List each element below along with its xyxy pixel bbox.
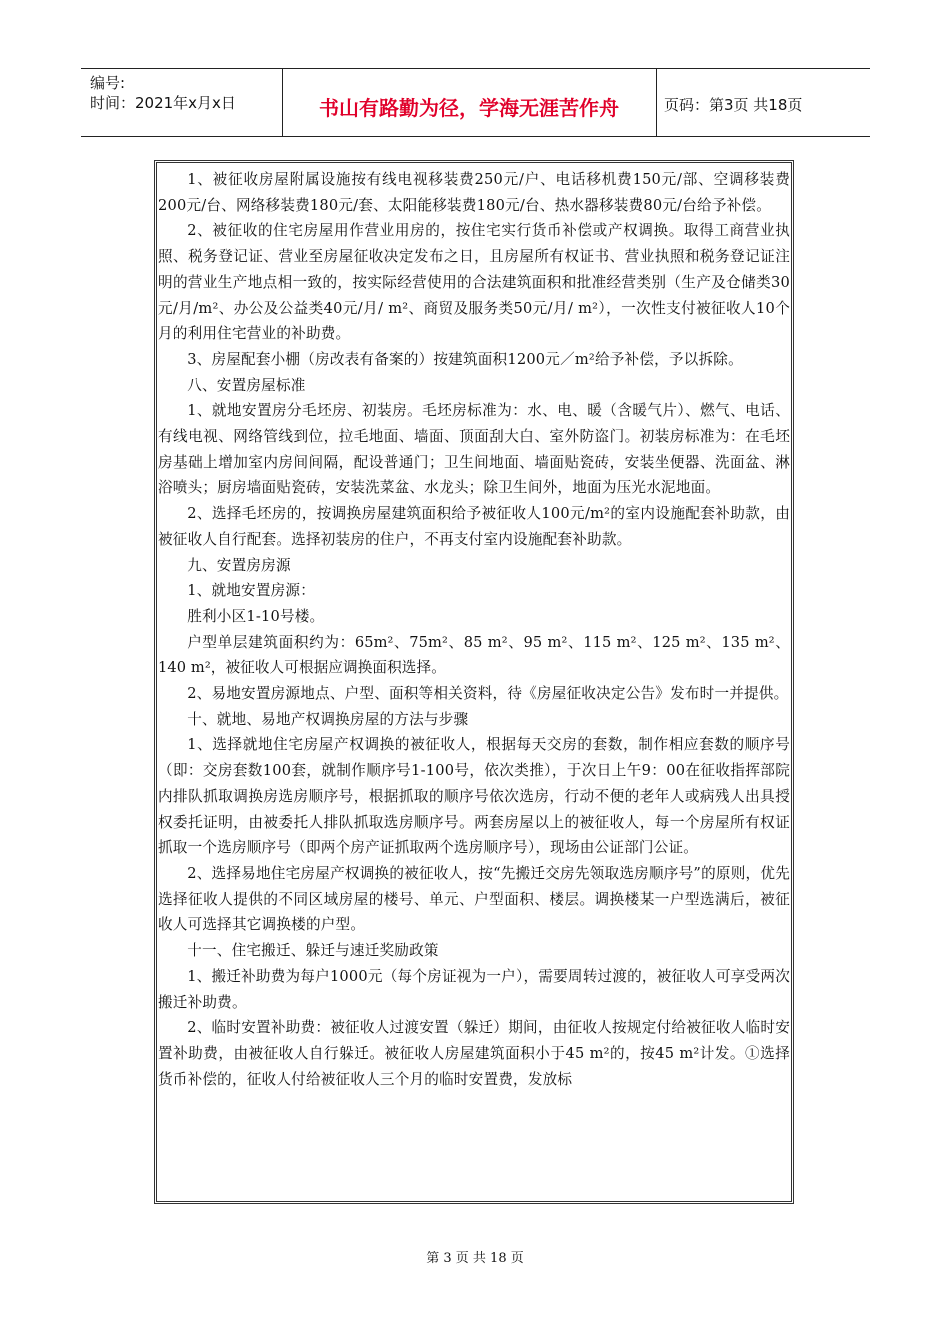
header-bottom-rule [81,136,870,137]
section-heading: 十一、住宅搬迁、躲迁与速迁奖励政策 [187,942,439,960]
section-heading: 八、安置房屋标准 [187,376,306,394]
section-heading: 十、就地、易地产权调换房屋的方法与步骤 [187,710,469,728]
paragraph: 2、选择毛坯房的，按调换房屋建筑面积给予被征收人100元/m²的室内设施配套补助款，由被征收人自行配套。选择初装房的住户，不再支付室内设施配套补助款。 [158,505,790,548]
paragraph: 户型单层建筑面积约为：65m²、75m²、85 m²、95 m²、115 m²、125 m²、135 m²、140 m²，被征收人可根据应调换面积选择。 [158,633,790,677]
header-top-rule [81,68,870,69]
paragraph: 1、就地安置房源： [187,582,316,600]
paragraph: 胜利小区1-10号楼。 [187,607,325,625]
paragraph: 1、选择就地住宅房屋产权调换的被征收人，根据每天交房的套数，制作相应套数的顺序号（即：交房套数100套，就制作顺序号1-100号，依次类推），于次日上午9：00在征收指挥部院内排队抓取调换房选房顺序号，根据抓取的顺序号依次选房，行动不便的老年人或病残人出具授权委托证明，由被委托人排队抓取选房顺序号。两套房屋以上的被征收人，每一个房屋所有权证抓取一个选房顺序号（即两个房产证抓取两个选房顺序号），现场由公证部门公证。 [158,736,790,857]
paragraph: 1、搬迁补助费为每户1000元（每个房证视为一户），需要周转过渡的，被征收人可享受两次搬迁补助费。 [158,967,790,1011]
paragraph: 1、就地安置房分毛坯房、初装房。毛坯房标准为：水、电、暖（含暖气片）、燃气、电话、有线电视、网络管线到位，拉毛地面、墙面、顶面刮大白、室外防盗门。初装房标准为：在毛坯房基础上增加室内房间间隔，配设普通门；卫生间地面、墙面贴瓷砖，安装坐便器、洗面盆、淋浴喷头；厨房墙面贴瓷砖，安装洗菜盆、水龙头；除卫生间外，地面为压光水泥地面。 [158,402,790,497]
section-heading: 九、安置房房源 [187,556,291,574]
document-body [156,162,792,1202]
document-date-label: 时间：2021年x月x日 [90,94,236,112]
motto-banner: 书山有路勤为径，学海无涯苦作舟 [319,96,619,120]
paragraph: 2、临时安置补助费：被征收人过渡安置（躲迁）期间，由征收人按规定付给被征收人临时安置补助费，由被征收人自行躲迁。被征收人房屋建筑面积小于45 m²的，按45 m²计发。①选择货币补偿的，征收人付给被征收人三个月的临时安置费，发放标 [158,1019,790,1088]
paragraph: 2、易地安置房源地点、户型、面积等相关资料，待《房屋征收决定公告》发布时一并提供。 [187,685,789,703]
document-number-label: 编号: [90,74,126,92]
page-number-label: 页码：第3页 共18页 [664,96,803,114]
paragraph: 2、被征收的住宅房屋用作营业用房的，按住宅实行货币补偿或产权调换。取得工商营业执照、税务登记证、营业至房屋征收决定发布之日，且房屋所有权证书、营业执照和税务登记证注明的营业生产地点相一致的，按实际经营使用的合法建筑面积和批准经营类别（生产及仓储类30元/月/m²、办公及公益类40元/月/ m²、商贸及服务类50元/月/ m²），一次性支付被征收人10个月的利用住宅营业的补助费。 [158,222,790,343]
paragraph: 2、选择易地住宅房屋产权调换的被征收人，按“先搬迁交房先领取选房顺序号”的原则，优先选择征收人提供的不同区域房屋的楼号、单元、户型面积、楼层。调换楼某一户型选满后，被征收人可选择其它调换楼的户型。 [158,864,790,934]
header-divider-right [656,68,657,136]
paragraph: 1、被征收房屋附属设施按有线电视移装费250元/户、电话移机费150元/部、空调移装费200元/台、网络移装费180元/套、太阳能移装费180元/台、热水器移装费80元/台给予补偿。 [158,171,790,214]
page-footer: 第 3 页 共 18 页 [426,1251,524,1266]
paragraph: 3、房屋配套小棚（房改表有备案的）按建筑面积1200元／m²给予补偿，予以拆除。 [187,350,743,368]
